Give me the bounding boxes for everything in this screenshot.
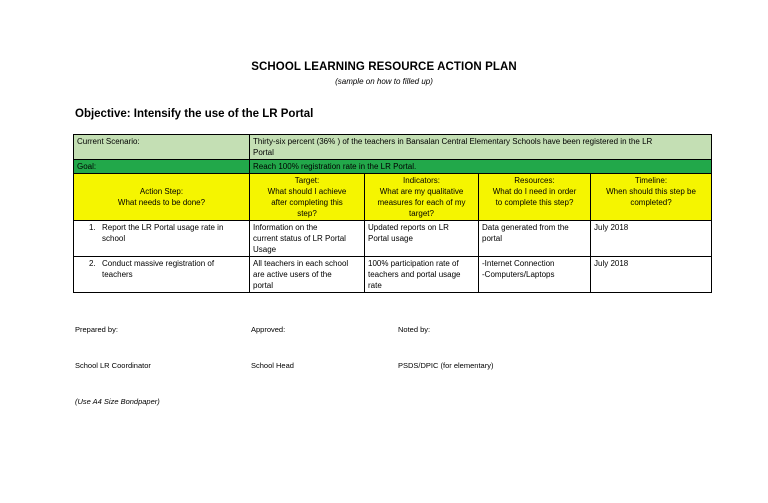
goal-label: Goal:: [74, 160, 250, 174]
action-step-cell: 2. Conduct massive registration of teachers: [74, 257, 250, 293]
header-resources: Resources: What do I need in order to complete this step?: [479, 174, 591, 221]
resource-cell: Data generated from the portal: [479, 221, 591, 257]
table-row: [74, 257, 712, 293]
psds-signature: PSDS/DPIC (for elementary): [398, 361, 494, 370]
prepared-by-label: Prepared by:: [75, 325, 118, 334]
header-indicators: Indicators: What are my qualitative measures for each of my target?: [365, 174, 479, 221]
resource-cell: -Internet Connection -Computers/Laptops: [479, 257, 591, 293]
document-subtitle: (sample on how to filled up): [335, 77, 433, 86]
header-action-step: Action Step: What needs to be done?: [74, 174, 250, 221]
header-target: Target: What should I achieve after completing this step?: [250, 174, 365, 221]
scenario-text: Thirty-six percent (36% ) of the teachers in Bansalan Central Elementary Schools have been registered in the LR Portal: [250, 135, 712, 160]
target-cell: All teachers in each school are active users of the portal: [250, 257, 365, 293]
goal-text: Reach 100% registration rate in the LR Portal.: [250, 160, 712, 174]
indicator-cell: 100% participation rate of teachers and portal usage rate: [365, 257, 479, 293]
indicator-cell: Updated reports on LR Portal usage: [365, 221, 479, 257]
action-step-cell: 1. Report the LR Portal usage rate in school: [74, 221, 250, 257]
school-head-signature: School Head: [251, 361, 294, 370]
noted-by-label: Noted by:: [398, 325, 431, 334]
objective-heading: Objective: Intensify the use of the LR Portal: [75, 108, 314, 120]
header-row: [74, 174, 712, 221]
header-timeline: Timeline: When should this step be completed?: [591, 174, 712, 221]
scenario-row: [74, 135, 712, 160]
timeline-cell: July 2018: [591, 257, 712, 293]
target-cell: Information on the current status of LR Portal Usage: [250, 221, 365, 257]
approved-label: Approved:: [251, 325, 286, 334]
scenario-label: Current Scenario:: [74, 135, 250, 160]
action-plan-table: [73, 134, 712, 293]
paper-size-note: (Use A4 Size Bondpaper): [75, 397, 160, 406]
timeline-cell: July 2018: [591, 221, 712, 257]
coordinator-signature: School LR Coordinator: [75, 361, 151, 370]
table-row: [74, 221, 712, 257]
document-title: SCHOOL LEARNING RESOURCE ACTION PLAN: [251, 61, 517, 73]
goal-row: [74, 160, 712, 174]
